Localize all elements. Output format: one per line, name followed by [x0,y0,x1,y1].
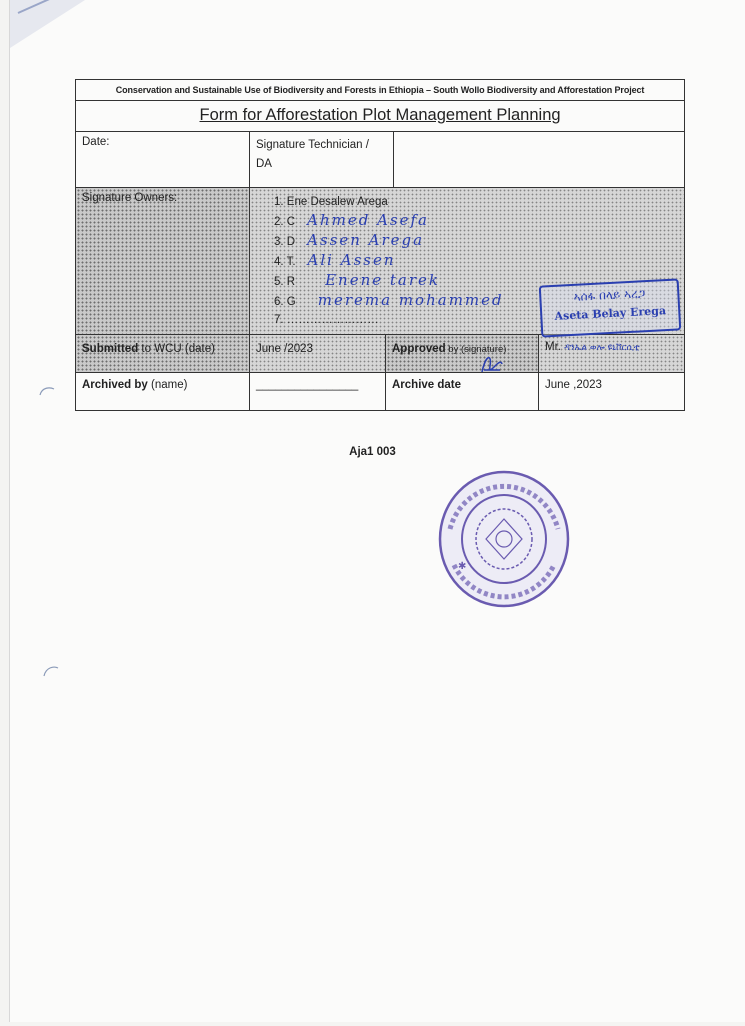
approved-signature-cell[interactable] [539,335,685,373]
archive-date-value: June ,2023 [545,379,602,391]
archived-name-line: ________________ [256,379,359,391]
submitted-label-cell [76,335,250,373]
owner-item [274,211,684,231]
owner-initial: C [286,216,296,228]
owner-item [274,193,684,211]
owner-handwritten-name: Ali Assen [307,251,396,269]
owner-number: 3. [274,236,284,248]
owner-item [274,231,684,251]
owner-number: 5. [274,276,284,288]
owner-handwritten-name: Enene tarek [325,271,441,289]
approved-value: Mr. [545,341,561,353]
owner-initial: G [286,296,296,308]
form-title: Form for Afforestation Plot Management Planning [76,101,685,132]
owner-number: 6. [274,296,284,308]
owner-number: 1. [274,196,284,208]
folded-corner [10,0,85,48]
owner-dotted-line: …………………… [286,314,379,326]
submitted-date-cell[interactable] [250,335,386,373]
archive-date-cell[interactable] [539,373,685,411]
owner-number: 4. [274,256,284,268]
owner-handwritten-name: Ahmed Asefa [307,211,429,229]
edge-mark [38,385,56,397]
owner-name: Ene Desalew Arega [286,196,388,208]
archived-label-bold: Archived by [82,379,148,391]
approved-label-bold: Approved [392,343,446,355]
owner-initial: T. [286,256,296,268]
owner-number: 2. [274,216,284,228]
technician-signature-label [250,132,394,188]
owner-initial: D [286,236,296,248]
technician-signature-text: Signature Technician / DA [256,139,369,170]
submitted-label-rest: to WCU (date) [138,343,215,355]
owner-item [274,251,684,271]
archived-label-rest: (name) [147,379,188,391]
date-label: Date: [82,136,110,148]
stamp-latin-line: Aseta Belay Erega [554,304,667,323]
approved-ink-text: ዳንኤል ወሎ ዩኒቨርሲቲ [564,343,640,353]
owners-label: Signature Owners: [82,192,178,204]
approved-label-rest: by (signature) [445,344,507,355]
approval-signature-scribble [478,352,506,378]
archived-name-cell[interactable] [250,373,386,411]
edge-mark [42,664,60,678]
owner-name-stamp [539,278,682,337]
submitted-date-value: June /2023 [256,343,313,355]
project-header: Conservation and Sustainable Use of Biodiversity and Forests in Ethiopia – South Wollo Biodiversity and Afforestation Project [76,80,685,101]
owner-handwritten-name: Assen Arega [307,231,425,249]
owner-stamp-area [460,282,686,334]
document-code: Aja1 003 [349,446,396,458]
svg-text:✱: ✱ [458,561,467,572]
archive-date-label: Archive date [392,379,462,391]
stamp-amharic-line: ኣሰፋ በላይ ኣረጋ [573,286,646,304]
date-cell[interactable] [76,132,250,188]
approved-label-cell [386,335,539,373]
owner-initial: R [286,276,296,288]
archive-date-label-cell [386,373,539,411]
technician-signature-field[interactable] [394,132,685,188]
owner-number: 7. [274,314,284,326]
owners-label-cell [76,188,250,335]
submitted-label-bold: Submitted [82,343,139,355]
official-round-seal [436,469,574,611]
archived-label-cell [76,373,250,411]
owner-handwritten-name: merema mohammed [317,291,504,309]
plot-management-form [75,79,685,411]
